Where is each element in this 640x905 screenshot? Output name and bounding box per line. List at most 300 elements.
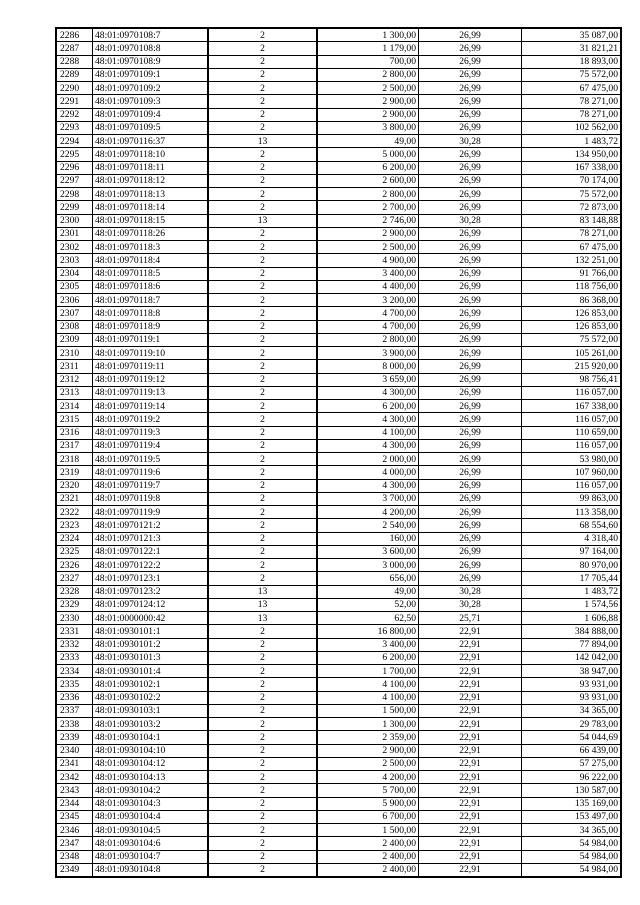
table-row [56,506,621,519]
table-row [56,625,621,638]
category-cell: 2 [208,850,317,863]
rate-cell: 26,99 [419,439,522,452]
table-row [56,386,621,399]
table-row [56,837,621,850]
row-number-cell: 2348 [56,850,93,863]
value-cell: 91 766,00 [522,267,622,280]
value-cell: 116 057,00 [522,439,622,452]
area-cell: 2 500,00 [317,241,419,254]
category-cell: 2 [208,307,317,320]
rate-cell: 26,99 [419,519,522,532]
area-cell: 2 900,00 [317,108,419,121]
value-cell: 83 148,88 [522,214,622,227]
value-cell: 29 783,00 [522,718,622,731]
category-cell: 2 [208,651,317,664]
cadastral-number-cell: 48:01:0970123:2 [93,585,209,598]
area-cell: 4 300,00 [317,386,419,399]
cadastral-number-cell: 48:01:0930102:2 [93,691,209,704]
table-row [56,214,621,227]
area-cell: 2 600,00 [317,174,419,187]
rate-cell: 26,99 [419,386,522,399]
rate-cell: 26,99 [419,95,522,108]
area-cell: 2 900,00 [317,227,419,240]
row-number-cell: 2314 [56,400,93,413]
row-number-cell: 2319 [56,466,93,479]
area-cell: 2 900,00 [317,744,419,757]
table-body [56,28,621,877]
category-cell: 2 [208,333,317,346]
table-row [56,174,621,187]
table-row [56,320,621,333]
category-cell: 2 [208,148,317,161]
cadastral-number-cell: 48:01:0970119:10 [93,347,209,360]
table-row [56,665,621,678]
value-cell: 67 475,00 [522,82,622,95]
value-cell: 54 984,00 [522,863,622,877]
rate-cell: 30,28 [419,598,522,611]
row-number-cell: 2321 [56,492,93,505]
table-row [56,718,621,731]
category-cell: 2 [208,188,317,201]
row-number-cell: 2338 [56,718,93,731]
value-cell: 34 365,00 [522,704,622,717]
rate-cell: 22,91 [419,784,522,797]
area-cell: 2 746,00 [317,214,419,227]
rate-cell: 30,28 [419,135,522,148]
table-row [56,333,621,346]
area-cell: 3 700,00 [317,492,419,505]
rate-cell: 22,91 [419,837,522,850]
row-number-cell: 2293 [56,121,93,134]
area-cell: 1 500,00 [317,704,419,717]
area-cell: 5 700,00 [317,784,419,797]
area-cell: 4 200,00 [317,506,419,519]
rate-cell: 26,99 [419,373,522,386]
cadastral-number-cell: 48:01:0970109:3 [93,95,209,108]
value-cell: 93 931,00 [522,691,622,704]
rate-cell: 22,91 [419,691,522,704]
area-cell: 4 900,00 [317,254,419,267]
category-cell: 2 [208,400,317,413]
row-number-cell: 2336 [56,691,93,704]
table-row [56,598,621,611]
row-number-cell: 2297 [56,174,93,187]
table-row [56,121,621,134]
area-cell: 3 400,00 [317,267,419,280]
area-cell: 2 800,00 [317,68,419,81]
cadastral-number-cell: 48:01:0000000:42 [93,612,209,625]
category-cell: 2 [208,691,317,704]
table-row [56,691,621,704]
row-number-cell: 2343 [56,784,93,797]
cadastral-number-cell: 48:01:0930104:13 [93,771,209,784]
cadastral-number-cell: 48:01:0930103:1 [93,704,209,717]
category-cell: 2 [208,506,317,519]
rate-cell: 22,91 [419,651,522,664]
rate-cell: 26,99 [419,267,522,280]
row-number-cell: 2340 [56,744,93,757]
value-cell: 215 920,00 [522,360,622,373]
row-number-cell: 2290 [56,82,93,95]
cadastral-number-cell: 48:01:0970118:6 [93,280,209,293]
value-cell: 130 587,00 [522,784,622,797]
table-row [56,519,621,532]
cadastral-number-cell: 48:01:0970118:26 [93,227,209,240]
area-cell: 1 300,00 [317,28,419,42]
row-number-cell: 2322 [56,506,93,519]
row-number-cell: 2298 [56,188,93,201]
row-number-cell: 2302 [56,241,93,254]
value-cell: 38 947,00 [522,665,622,678]
table-row [56,373,621,386]
row-number-cell: 2309 [56,333,93,346]
cadastral-number-cell: 48:01:0970118:4 [93,254,209,267]
area-cell: 3 900,00 [317,347,419,360]
category-cell: 2 [208,174,317,187]
area-cell: 4 300,00 [317,479,419,492]
row-number-cell: 2323 [56,519,93,532]
table-row [56,68,621,81]
category-cell: 2 [208,108,317,121]
cadastral-number-cell: 48:01:0930101:4 [93,665,209,678]
table-row [56,161,621,174]
value-cell: 99 863,00 [522,492,622,505]
rate-cell: 26,99 [419,227,522,240]
value-cell: 97 164,00 [522,545,622,558]
cadastral-number-cell: 48:01:0970123:1 [93,572,209,585]
value-cell: 75 572,00 [522,68,622,81]
area-cell: 6 700,00 [317,810,419,823]
area-cell: 1 500,00 [317,824,419,837]
rate-cell: 26,99 [419,572,522,585]
value-cell: 116 057,00 [522,386,622,399]
cadastral-number-cell: 48:01:0970121:2 [93,519,209,532]
cadastral-number-cell: 48:01:0970118:9 [93,320,209,333]
category-cell: 2 [208,771,317,784]
category-cell: 2 [208,757,317,770]
value-cell: 53 980,00 [522,453,622,466]
cadastral-number-cell: 48:01:0930104:7 [93,850,209,863]
table-row [56,267,621,280]
row-number-cell: 2288 [56,55,93,68]
cadastral-number-cell: 48:01:0930103:2 [93,718,209,731]
area-cell: 2 359,00 [317,731,419,744]
category-cell: 2 [208,625,317,638]
row-number-cell: 2316 [56,426,93,439]
value-cell: 110 659,00 [522,426,622,439]
rate-cell: 22,91 [419,863,522,877]
row-number-cell: 2304 [56,267,93,280]
rate-cell: 26,99 [419,492,522,505]
table-row [56,863,621,877]
area-cell: 1 179,00 [317,42,419,55]
category-cell: 2 [208,95,317,108]
value-cell: 116 057,00 [522,413,622,426]
row-number-cell: 2325 [56,545,93,558]
cadastral-number-cell: 48:01:0970118:7 [93,294,209,307]
cadastral-number-cell: 48:01:0970119:2 [93,413,209,426]
table-row [56,148,621,161]
table-row [56,810,621,823]
value-cell: 107 960,00 [522,466,622,479]
row-number-cell: 2307 [56,307,93,320]
table-row [56,360,621,373]
category-cell: 2 [208,863,317,877]
category-cell: 2 [208,824,317,837]
value-cell: 78 271,00 [522,95,622,108]
row-number-cell: 2341 [56,757,93,770]
category-cell: 2 [208,704,317,717]
category-cell: 2 [208,492,317,505]
value-cell: 113 358,00 [522,506,622,519]
category-cell: 2 [208,294,317,307]
row-number-cell: 2346 [56,824,93,837]
cadastral-number-cell: 48:01:0970122:2 [93,559,209,572]
rate-cell: 26,99 [419,453,522,466]
cadastral-number-cell: 48:01:0930101:1 [93,625,209,638]
table-row [56,42,621,55]
value-cell: 72 873,00 [522,201,622,214]
area-cell: 2 400,00 [317,863,419,877]
row-number-cell: 2329 [56,598,93,611]
category-cell: 2 [208,254,317,267]
row-number-cell: 2324 [56,532,93,545]
cadastral-number-cell: 48:01:0930104:5 [93,824,209,837]
category-cell: 2 [208,638,317,651]
area-cell: 2 900,00 [317,95,419,108]
table-row [56,413,621,426]
row-number-cell: 2344 [56,797,93,810]
category-cell: 2 [208,784,317,797]
cadastral-number-cell: 48:01:0970119:3 [93,426,209,439]
rate-cell: 26,99 [419,400,522,413]
area-cell: 49,00 [317,585,419,598]
rate-cell: 26,99 [419,307,522,320]
category-cell: 2 [208,42,317,55]
cadastral-number-cell: 48:01:0970122:1 [93,545,209,558]
value-cell: 57 275,00 [522,757,622,770]
table-row [56,651,621,664]
value-cell: 384 888,00 [522,625,622,638]
table-row [56,201,621,214]
table-row [56,744,621,757]
category-cell: 2 [208,426,317,439]
cadastral-number-cell: 48:01:0970118:8 [93,307,209,320]
table-row [56,95,621,108]
rate-cell: 26,99 [419,241,522,254]
row-number-cell: 2299 [56,201,93,214]
table-row [56,824,621,837]
table-row [56,532,621,545]
row-number-cell: 2320 [56,479,93,492]
rate-cell: 26,99 [419,148,522,161]
cadastral-number-cell: 48:01:0970118:10 [93,148,209,161]
rate-cell: 22,91 [419,665,522,678]
cadastral-number-cell: 48:01:0970108:8 [93,42,209,55]
rate-cell: 22,91 [419,744,522,757]
area-cell: 4 300,00 [317,439,419,452]
cadastral-number-cell: 48:01:0930104:6 [93,837,209,850]
area-cell: 2 400,00 [317,837,419,850]
category-cell: 2 [208,572,317,585]
category-cell: 2 [208,439,317,452]
row-number-cell: 2286 [56,28,93,42]
rate-cell: 22,91 [419,771,522,784]
table-row [56,426,621,439]
area-cell: 5 900,00 [317,797,419,810]
area-cell: 62,50 [317,612,419,625]
row-number-cell: 2294 [56,135,93,148]
area-cell: 3 400,00 [317,638,419,651]
category-cell: 2 [208,280,317,293]
value-cell: 1 574,56 [522,598,622,611]
category-cell: 2 [208,744,317,757]
row-number-cell: 2303 [56,254,93,267]
value-cell: 54 044,69 [522,731,622,744]
cadastral-number-cell: 48:01:0930104:10 [93,744,209,757]
rate-cell: 26,99 [419,294,522,307]
row-number-cell: 2327 [56,572,93,585]
value-cell: 118 756,00 [522,280,622,293]
table-row [56,731,621,744]
row-number-cell: 2333 [56,651,93,664]
area-cell: 160,00 [317,532,419,545]
area-cell: 2 500,00 [317,82,419,95]
row-number-cell: 2330 [56,612,93,625]
value-cell: 167 338,00 [522,400,622,413]
category-cell: 2 [208,241,317,254]
value-cell: 96 222,00 [522,771,622,784]
category-cell: 2 [208,360,317,373]
rate-cell: 22,91 [419,824,522,837]
cadastral-number-cell: 48:01:0970118:3 [93,241,209,254]
value-cell: 1 483,72 [522,585,622,598]
table-row [56,479,621,492]
rate-cell: 26,99 [419,42,522,55]
cadastral-number-cell: 48:01:0930104:12 [93,757,209,770]
category-cell: 13 [208,598,317,611]
row-number-cell: 2326 [56,559,93,572]
area-cell: 6 200,00 [317,400,419,413]
table-row [56,400,621,413]
table-row [56,108,621,121]
value-cell: 78 271,00 [522,227,622,240]
cadastral-number-cell: 48:01:0930101:3 [93,651,209,664]
value-cell: 75 572,00 [522,333,622,346]
area-cell: 2 800,00 [317,188,419,201]
table-row [56,492,621,505]
area-cell: 16 800,00 [317,625,419,638]
table-row [56,347,621,360]
value-cell: 116 057,00 [522,479,622,492]
rate-cell: 22,91 [419,704,522,717]
row-number-cell: 2315 [56,413,93,426]
cadastral-number-cell: 48:01:0970116:37 [93,135,209,148]
rate-cell: 30,28 [419,585,522,598]
cadastral-number-cell: 48:01:0930101:2 [93,638,209,651]
category-cell: 2 [208,68,317,81]
value-cell: 105 261,00 [522,347,622,360]
table-row [56,784,621,797]
rate-cell: 22,91 [419,810,522,823]
table-row [56,254,621,267]
rate-cell: 26,99 [419,532,522,545]
rate-cell: 22,91 [419,718,522,731]
value-cell: 66 439,00 [522,744,622,757]
rate-cell: 22,91 [419,638,522,651]
area-cell: 4 700,00 [317,320,419,333]
row-number-cell: 2347 [56,837,93,850]
area-cell: 5 000,00 [317,148,419,161]
category-cell: 13 [208,585,317,598]
category-cell: 2 [208,373,317,386]
category-cell: 2 [208,201,317,214]
cadastral-number-cell: 48:01:0970118:15 [93,214,209,227]
table-row [56,797,621,810]
area-cell: 2 700,00 [317,201,419,214]
table-row [56,241,621,254]
category-cell: 2 [208,227,317,240]
cadastral-number-cell: 48:01:0970119:7 [93,479,209,492]
rate-cell: 26,99 [419,347,522,360]
row-number-cell: 2308 [56,320,93,333]
value-cell: 17 705,44 [522,572,622,585]
table-row [56,280,621,293]
table-row [56,135,621,148]
value-cell: 1 606,88 [522,612,622,625]
rate-cell: 26,99 [419,55,522,68]
table-row [56,82,621,95]
area-cell: 1 300,00 [317,718,419,731]
cadastral-number-cell: 48:01:0930104:8 [93,863,209,877]
category-cell: 2 [208,267,317,280]
table-row [56,850,621,863]
table-row [56,307,621,320]
rate-cell: 26,99 [419,28,522,42]
table-row [56,545,621,558]
value-cell: 34 365,00 [522,824,622,837]
row-number-cell: 2331 [56,625,93,638]
row-number-cell: 2287 [56,42,93,55]
category-cell: 2 [208,810,317,823]
cadastral-number-cell: 48:01:0970121:3 [93,532,209,545]
row-number-cell: 2295 [56,148,93,161]
category-cell: 2 [208,797,317,810]
row-number-cell: 2291 [56,95,93,108]
row-number-cell: 2310 [56,347,93,360]
rate-cell: 26,99 [419,559,522,572]
rate-cell: 26,99 [419,426,522,439]
row-number-cell: 2306 [56,294,93,307]
area-cell: 3 800,00 [317,121,419,134]
value-cell: 126 853,00 [522,320,622,333]
area-cell: 700,00 [317,55,419,68]
category-cell: 2 [208,519,317,532]
rate-cell: 26,99 [419,280,522,293]
value-cell: 31 821,21 [522,42,622,55]
cadastral-number-cell: 48:01:0970119:8 [93,492,209,505]
area-cell: 3 600,00 [317,545,419,558]
value-cell: 70 174,00 [522,174,622,187]
value-cell: 75 572,00 [522,188,622,201]
cadastral-number-cell: 48:01:0970119:1 [93,333,209,346]
area-cell: 3 659,00 [317,373,419,386]
rate-cell: 25,71 [419,612,522,625]
value-cell: 1 483,72 [522,135,622,148]
row-number-cell: 2342 [56,771,93,784]
rate-cell: 26,99 [419,479,522,492]
table-row [56,439,621,452]
